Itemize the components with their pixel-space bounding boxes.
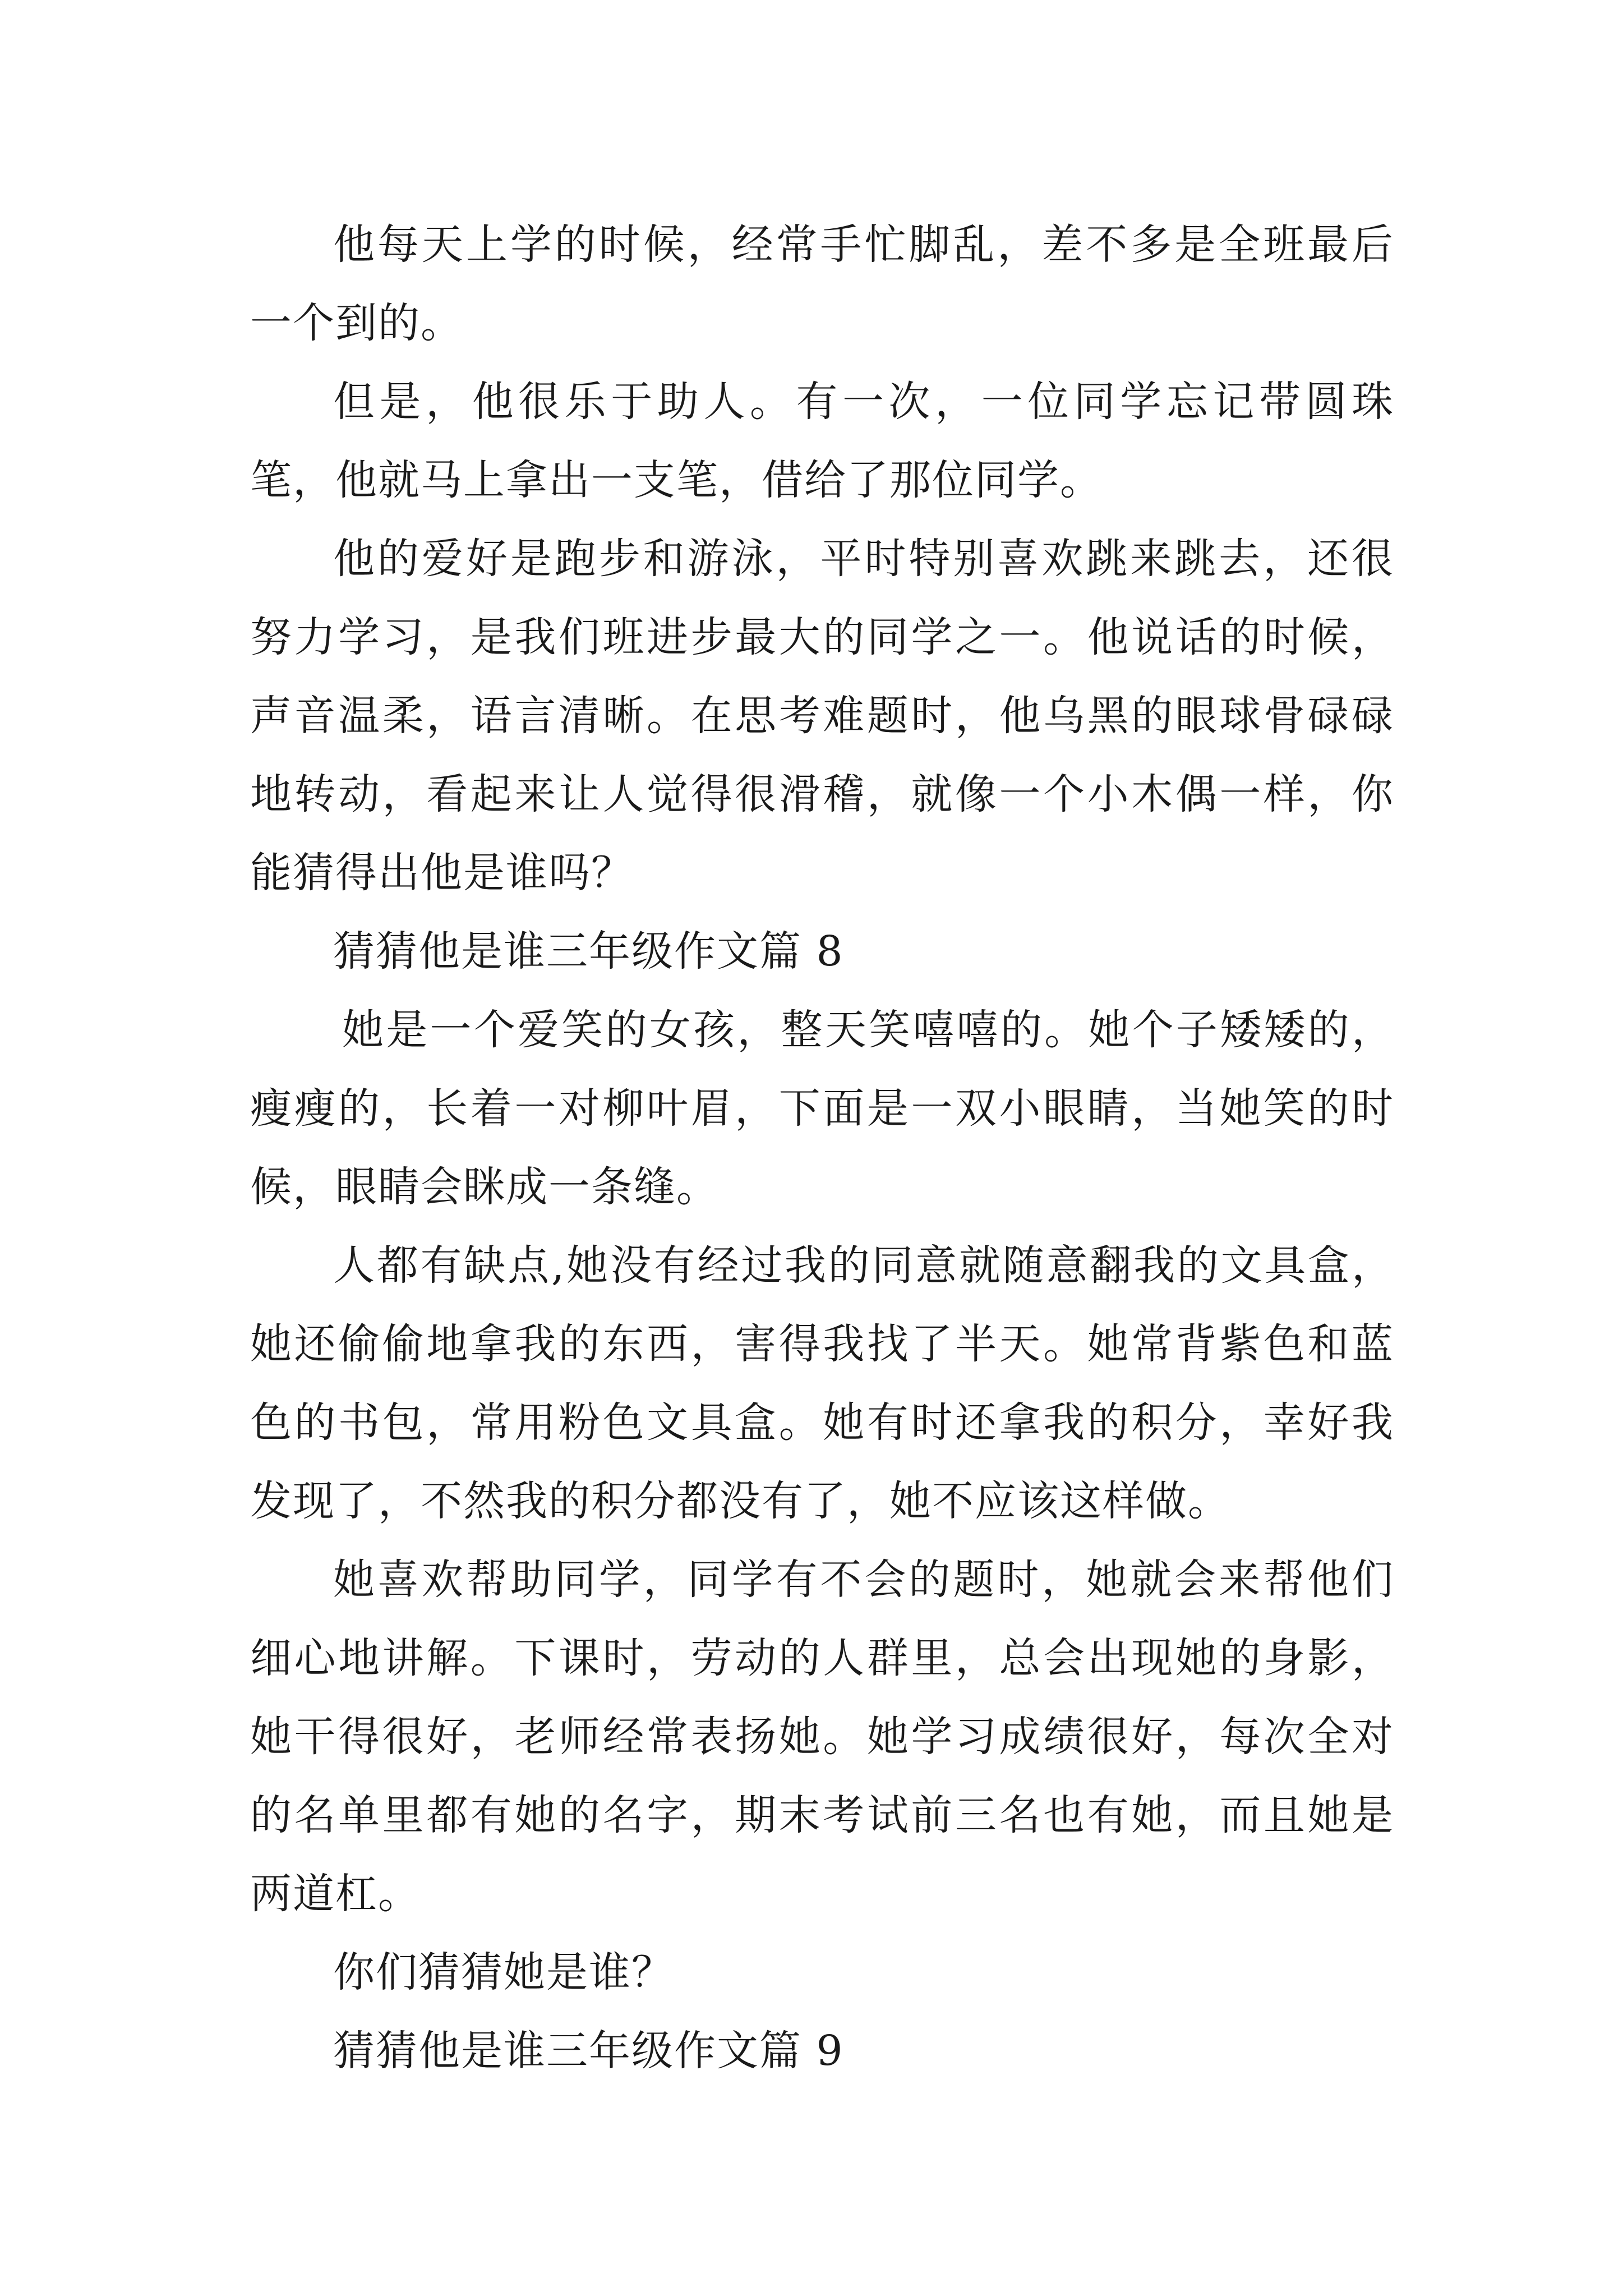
paragraph-shortcomings: 人都有缺点,她没有经过我的同意就随意翻我的文具盒，她还偷偷地拿我的东西，害得我找了半天。她常背紫色和蓝色的书包，常用粉色文具盒。她有时还拿我的积分，幸好我发现了，不然我的积分都没有了，她不应该这样做。	[250, 1241, 1394, 1525]
section-heading-8: 猜猜他是谁三年级作文篇 8	[333, 927, 844, 976]
paragraph-guess-question: 你们猜猜她是谁？	[333, 1948, 674, 1996]
document-body	[250, 205, 1394, 2090]
paragraph-smiling-girl: 她是一个爱笑的女孩，整天笑嘻嘻的。她个子矮矮的，瘦瘦的，长着一对柳叶眉，下面是一双小眼睛，当她笑的时候，眼睛会眯成一条缝。	[250, 1006, 1394, 1211]
paragraph-helps-classmates: 她喜欢帮助同学，同学有不会的题时，她就会来帮他们细心地讲解。下课时，劳动的人群里，总会出现她的身影，她干得很好，老师经常表扬她。她学习成绩很好，每次全对的名单里都有她的名字，期末考试前三名也有她，而且她是两道杠。	[250, 1556, 1394, 1918]
section-heading-9: 猜猜他是谁三年级作文篇 9	[333, 2027, 844, 2075]
paragraph-helps-others: 但是，他很乐于助人。有一次，一位同学忘记带圆珠笔，他就马上拿出一支笔，借给了那位同学。	[250, 378, 1394, 504]
paragraph-late-to-school: 他每天上学的时候，经常手忙脚乱，差不多是全班最后一个到的。	[250, 220, 1394, 347]
paragraph-hobbies: 他的爱好是跑步和游泳，平时特别喜欢跳来跳去，还很努力学习，是我们班进步最大的同学之一。他说话的时候，声音温柔，语言清晰。在思考难题时，他乌黑的眼球骨碌碌地转动，看起来让人觉得很滑稽，就像一个小木偶一样，你能猜得出他是谁吗？	[250, 535, 1394, 897]
